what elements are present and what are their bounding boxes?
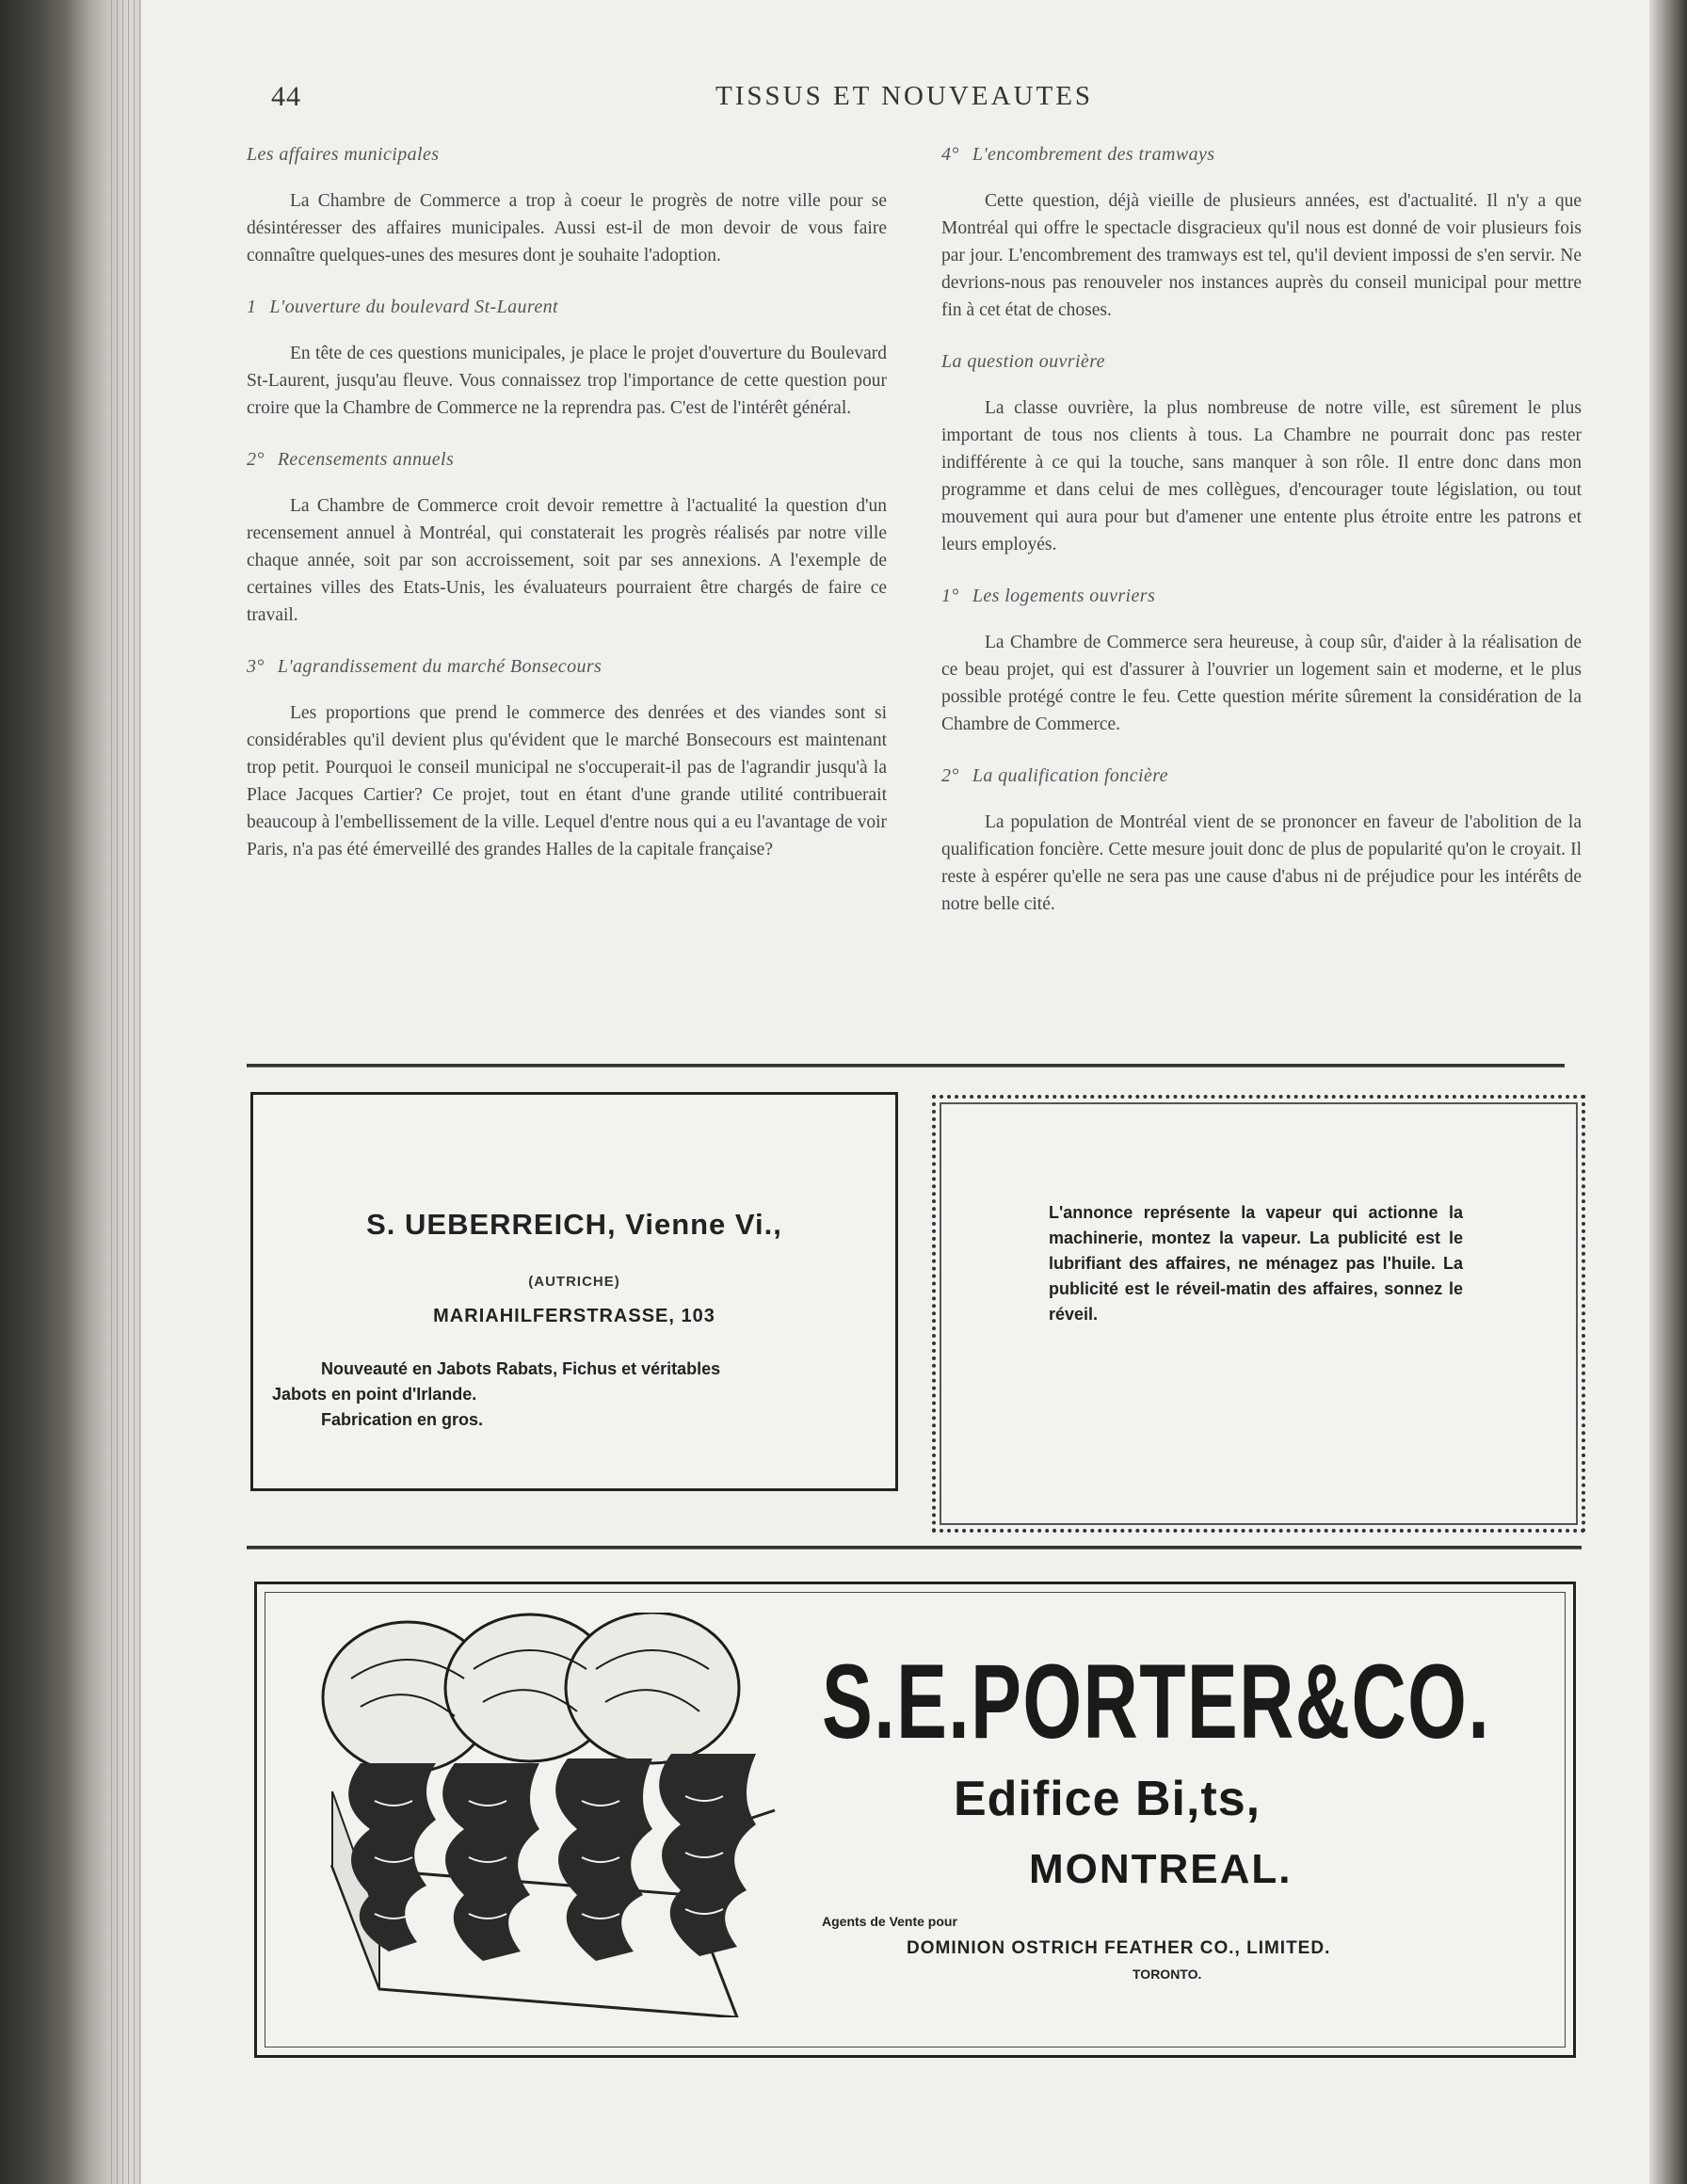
right-column bbox=[941, 141, 1582, 942]
ad-country: (AUTRICHE) bbox=[528, 1274, 620, 1290]
scan-margin bbox=[1649, 0, 1687, 2184]
paragraph: En tête de ces questions municipales, je place le projet d'ouverture du Boulevard St-Laurent, jusqu'au fleuve. Vous connaissez trop l'importance de cette question pour croire que la Chambre de Commerce ne la reprendra pas. C'est de l'intérêt général. bbox=[247, 344, 887, 418]
section-heading: 3° L'agrandissement du marché Bonsecours bbox=[247, 656, 602, 677]
divider-rule bbox=[247, 1064, 1565, 1068]
company-name: S.E.PORTER&CO. bbox=[822, 1643, 1491, 1760]
paragraph: Les proportions que prend le commerce des denrées et des viandes sont si considérables qu'il devient plus qu'évident que le marché Bonsecours est maintenant trop petit. Pourquoi le conseil municipal ne s'occuperait-il pas de l'agrandir jusqu'à la Place Jacques Cartier? Ce projet, tout en étant d'une grande utilité contribuerait beaucoup à l'embellissement de la ville. Lequel d'entre nous qui a eu l'avantage de voir Paris, n'a pas été émerveillé des grandes Halles de la capitale française? bbox=[247, 703, 887, 859]
ostrich-feather-illustration bbox=[295, 1613, 803, 2017]
section-heading: La question ouvrière bbox=[941, 351, 1105, 372]
building-name: Edifice Bi‚ts, bbox=[954, 1772, 1261, 1826]
ad-line: Nouveauté en Jabots Rabats, Fichus et véritables bbox=[321, 1359, 721, 1378]
divider-rule bbox=[247, 1546, 1582, 1550]
ad-line: Jabots en point d'Irlande. bbox=[272, 1385, 477, 1404]
ad-title: S. UEBERREICH, Vienne Vi., bbox=[366, 1208, 782, 1241]
ad-slogan: L'annonce représente la vapeur qui actionne la machinerie, montez la vapeur. La publicité est le lubrifiant des affaires, ne ménagez pas l'huile. La publicité est le réveil-matin des affaires, sonnez le réveil. bbox=[1049, 1203, 1463, 1324]
ad-porter bbox=[254, 1582, 1576, 2058]
paragraph: La Chambre de Commerce croit devoir remettre à l'actualité la question d'un recensement annuel à Montréal, qui constaterait les progrès réalisés par notre ville chaque année, soit par son accroissement, soit par ses annexions. A l'exemple de certaines villes des Etats-Unis, les évaluateurs pourraient être chargés de faire ce travail. bbox=[247, 496, 887, 625]
section-heading: 1° Les logements ouvriers bbox=[941, 586, 1156, 606]
ad-ueberreich bbox=[250, 1092, 898, 1491]
represented-company: DOMINION OSTRICH FEATHER CO., LIMITED. bbox=[907, 1938, 1331, 1958]
section-heading: Les affaires municipales bbox=[247, 144, 440, 165]
page-number: 44 bbox=[271, 81, 301, 112]
ad-line: Fabrication en gros. bbox=[321, 1410, 484, 1429]
paragraph: La population de Montréal vient de se prononcer en faveur de l'abolition de la qualification foncière. Cette mesure jouit donc de plus de popularité qu'on le croyait. Il reste à espérer qu'elle ne sera pas une cause d'abus ni de préjudice pour les intérêts de notre belle cité. bbox=[941, 812, 1582, 914]
paragraph: La Chambre de Commerce sera heureuse, à coup sûr, d'aider à la réalisation de ce beau projet, qui est d'assurer à l'ouvrier un logement sain et moderne, et le plus possible protégé contre le feu. Cette question mérite sûrement la considération de la Chambre de Commerce. bbox=[941, 633, 1582, 734]
represented-company-city: TORONTO. bbox=[1133, 1967, 1202, 1982]
paragraph: La classe ouvrière, la plus nombreuse de notre ville, est sûrement le plus important de tous nos clients à tous. La Chambre ne pourrait donc pas rester indifférente à ce qui la touche, sans manquer à son rôle. Il entre donc dans mon programme et dans celui de mes collègues, d'encourager toute législation, ou tout mouvement qui aura pour but d'amener une entente plus étroite entre les patrons et leurs employés. bbox=[941, 398, 1582, 554]
ad-description bbox=[272, 1357, 893, 1433]
running-title: TISSUS ET NOUVEAUTES bbox=[715, 81, 1094, 111]
ad-publicite bbox=[932, 1095, 1585, 1533]
ad-address: MARIAHILFERSTRASSE, 103 bbox=[433, 1306, 715, 1326]
paragraph: La Chambre de Commerce a trop à coeur le progrès de notre ville pour se désintéresser des affaires municipales. Aussi est-il de mon devoir de vous faire connaître quelques-unes des mesures dont je souhaite l'adoption. bbox=[247, 191, 887, 265]
section-heading: 2° Recensements annuels bbox=[247, 449, 455, 470]
section-heading: 1 L'ouverture du boulevard St-Laurent bbox=[247, 297, 558, 317]
city-name: MONTREAL. bbox=[1029, 1846, 1293, 1892]
left-column bbox=[247, 141, 887, 888]
agents-label: Agents de Vente pour bbox=[822, 1914, 957, 1929]
section-heading: 4° L'encombrement des tramways bbox=[941, 144, 1215, 165]
paragraph: Cette question, déjà vieille de plusieurs années, est d'actualité. Il n'y a que Montréal qui offre le spectacle disgracieux qu'il nous est donné de voir plusieurs fois par jour. L'encombrement des tramways est tel, qu'il devient impossi de s'en servir. Ne devrions-nous pas renouveler nos instances auprès du conseil municipal pour mettre fin à cet état de choses. bbox=[941, 191, 1582, 320]
section-heading: 2° La qualification foncière bbox=[941, 765, 1168, 786]
